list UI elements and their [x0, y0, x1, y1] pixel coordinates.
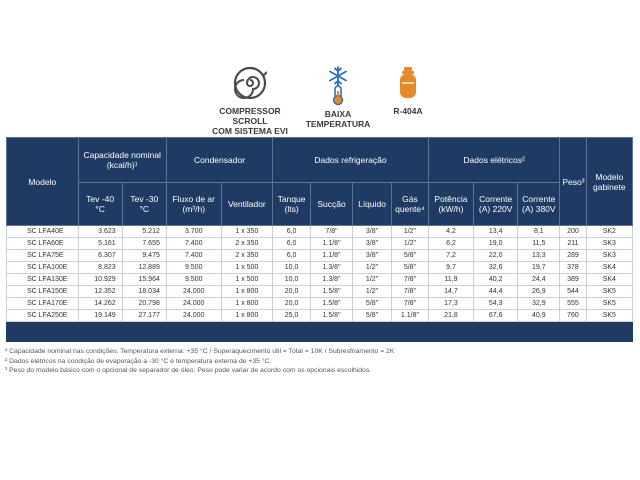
header-corrente380: Corrente (A) 380V [518, 183, 560, 226]
cell-corrente380: 24,4 [518, 274, 560, 286]
cell-gabinete: SK5 [586, 310, 632, 322]
cell-gabinete: SK5 [586, 298, 632, 310]
cell-gas: 5/8" [392, 250, 429, 262]
header-condensador: Condensador [166, 138, 272, 183]
cell-tev40: 3.623 [78, 226, 122, 238]
cell-fluxo: 7.400 [166, 238, 221, 250]
header-eletricos: Dados elétricos² [428, 138, 559, 183]
feature-scroll-compressor [202, 66, 298, 136]
cell-tev40: 10.929 [78, 274, 122, 286]
header-liquido: Líquido [353, 183, 392, 226]
cell-peso: 555 [560, 298, 586, 310]
cell-potencia: 21,8 [428, 310, 473, 322]
cell-peso: 211 [560, 238, 586, 250]
cell-ventilador: 2 x 350 [221, 250, 273, 262]
cell-succao: 1.3/8" [311, 262, 353, 274]
footnote-1: ¹ Capacidade nominal nas condições: Temperatura externa: +35 °C / Superaquecimento útil = Total = 10K / Subresfriamento = 2K [5, 348, 395, 355]
cell-liquido: 1/2" [353, 274, 392, 286]
cell-gabinete: SK3 [586, 250, 632, 262]
cell-peso: 389 [560, 274, 586, 286]
cell-fluxo: 24.000 [166, 298, 221, 310]
cell-succao: 1.1/8" [311, 238, 353, 250]
cell-corrente220: 13,4 [474, 226, 518, 238]
header-corrente220: Corrente (A) 220V [474, 183, 518, 226]
specifications-table [6, 137, 633, 322]
header-succao: Sucção [311, 183, 353, 226]
cell-corrente220: 54,3 [474, 298, 518, 310]
feature-scroll-line2: COM SISTEMA EVI [212, 126, 288, 136]
cell-model: SC LFA40E [7, 226, 79, 238]
cell-tev30: 20.798 [122, 298, 166, 310]
header-potencia: Potência (kW/h) [428, 183, 473, 226]
cell-fluxo: 9.500 [166, 274, 221, 286]
cell-gas: 5/8" [392, 262, 429, 274]
header-ventilador: Ventilador [221, 183, 273, 226]
cell-model: SC LFA60E [7, 238, 79, 250]
cell-tanque: 25,0 [273, 310, 311, 322]
cell-gas: 1/2" [392, 226, 429, 238]
cell-gas: 1/2" [392, 238, 429, 250]
cell-gas: 7/8" [392, 286, 429, 298]
cell-potencia: 14,7 [428, 286, 473, 298]
cell-potencia: 7,2 [428, 250, 473, 262]
cell-gabinete: SK4 [586, 274, 632, 286]
header-gabinete: Modelo gabinete [586, 138, 632, 226]
cell-gas: 7/8" [392, 274, 429, 286]
cell-succao: 1.5/8" [311, 286, 353, 298]
cell-liquido: 5/8" [353, 298, 392, 310]
cell-fluxo: 24.000 [166, 286, 221, 298]
table-body [7, 226, 633, 322]
cell-fluxo: 24.000 [166, 310, 221, 322]
cell-liquido: 5/8" [353, 310, 392, 322]
table-row [7, 274, 633, 286]
cell-potencia: 4,2 [428, 226, 473, 238]
cell-fluxo: 9.500 [166, 262, 221, 274]
feature-gas-label: R-404A [393, 106, 423, 116]
cell-gas: 7/8" [392, 298, 429, 310]
cell-ventilador: 1 x 800 [221, 310, 273, 322]
cell-succao: 7/8" [311, 226, 353, 238]
cell-model: SC LFA170E [7, 298, 79, 310]
table-row [7, 250, 633, 262]
cell-peso: 544 [560, 286, 586, 298]
header-fluxo: Fluxo de ar (m³/h) [166, 183, 221, 226]
cell-corrente220: 44,4 [474, 286, 518, 298]
cell-liquido: 1/2" [353, 262, 392, 274]
header-refrigeracao: Dados refrigeração [273, 138, 429, 183]
feature-temp-line1: BAIXA [324, 109, 352, 119]
header-tev40: Tev -40 °C [78, 183, 122, 226]
cell-corrente220: 19,0 [474, 238, 518, 250]
cell-succao: 1.5/8" [311, 310, 353, 322]
cell-tev30: 7.655 [122, 238, 166, 250]
cell-tanque: 6,0 [273, 238, 311, 250]
cell-corrente380: 32,9 [518, 298, 560, 310]
cell-tev30: 27.177 [122, 310, 166, 322]
cell-corrente380: 11,5 [518, 238, 560, 250]
table-row [7, 286, 633, 298]
table-row [7, 238, 633, 250]
footnote-2: ² Dados elétricos na condição de evaporação a -30 °C e temperatura externa de +35 °C. [5, 357, 272, 365]
cell-peso: 289 [560, 250, 586, 262]
cell-gabinete: SK5 [586, 286, 632, 298]
cell-succao: 1.1/8" [311, 250, 353, 262]
cell-peso: 378 [560, 262, 586, 274]
cell-model: SC LFA150E [7, 286, 79, 298]
cell-tanque: 20,0 [273, 298, 311, 310]
cell-corrente380: 19,7 [518, 262, 560, 274]
cell-tev30: 5.212 [122, 226, 166, 238]
table-row [7, 226, 633, 238]
header-capacidade: Capacidade nominal (kcal/h)¹ [78, 138, 166, 183]
footnote-3: ³ Peso do modelo básico com o opcional de separador de óleo. Peso pode variar de acordo com os opcionais escolhidos. [5, 367, 372, 374]
cell-tev30: 15.964 [122, 274, 166, 286]
cell-ventilador: 1 x 500 [221, 262, 273, 274]
cell-model: SC LFA250E [7, 310, 79, 322]
cell-liquido: 1/2" [353, 286, 392, 298]
scroll-compressor-icon [233, 66, 267, 100]
cell-tev40: 5.161 [78, 238, 122, 250]
cell-corrente220: 67,6 [474, 310, 518, 322]
header-tev30: Tev -30 °C [122, 183, 166, 226]
cell-tev30: 18.034 [122, 286, 166, 298]
cell-tanque: 6,0 [273, 226, 311, 238]
footnotes [5, 347, 625, 376]
cell-liquido: 3/8" [353, 250, 392, 262]
cell-fluxo: 7.400 [166, 250, 221, 262]
cell-fluxo: 3.700 [166, 226, 221, 238]
feature-low-temperature [302, 66, 374, 129]
cell-tev40: 12.352 [78, 286, 122, 298]
feature-refrigerant [384, 66, 432, 116]
cell-corrente220: 40,2 [474, 274, 518, 286]
cell-ventilador: 1 x 800 [221, 298, 273, 310]
gas-cylinder-icon [398, 66, 418, 100]
cell-tanque: 6,0 [273, 250, 311, 262]
cell-corrente220: 22,0 [474, 250, 518, 262]
table-row [7, 298, 633, 310]
cell-gabinete: SK3 [586, 238, 632, 250]
cell-ventilador: 1 x 500 [221, 274, 273, 286]
snowflake-thermometer-icon [325, 66, 351, 106]
cell-tanque: 10,0 [273, 262, 311, 274]
header-modelo: Modelo [7, 138, 79, 226]
feature-scroll-line1: COMPRESSOR SCROLL [219, 106, 281, 126]
feature-temp-line2: TEMPERATURA [305, 119, 371, 129]
cell-tanque: 20,0 [273, 286, 311, 298]
cell-succao: 1.5/8" [311, 298, 353, 310]
cell-corrente220: 32,6 [474, 262, 518, 274]
cell-potencia: 9,7 [428, 262, 473, 274]
table-row [7, 310, 633, 322]
cell-gabinete: SK2 [586, 226, 632, 238]
cell-tev40: 6.307 [78, 250, 122, 262]
cell-tev40: 19.149 [78, 310, 122, 322]
cell-tev30: 12.889 [122, 262, 166, 274]
cell-potencia: 17,3 [428, 298, 473, 310]
cell-ventilador: 1 x 800 [221, 286, 273, 298]
cell-peso: 760 [560, 310, 586, 322]
header-gas: Gás quente⁴ [392, 183, 429, 226]
cell-potencia: 6,2 [428, 238, 473, 250]
cell-tev40: 8.823 [78, 262, 122, 274]
table-row [7, 262, 633, 274]
cell-corrente380: 13,3 [518, 250, 560, 262]
cell-succao: 1.3/8" [311, 274, 353, 286]
header-tanque: Tanque (lts) [273, 183, 311, 226]
cell-model: SC LFA75E [7, 250, 79, 262]
cell-ventilador: 1 x 350 [221, 226, 273, 238]
cell-gabinete: SK4 [586, 262, 632, 274]
cell-peso: 200 [560, 226, 586, 238]
cell-model: SC LFA100E [7, 262, 79, 274]
cell-model: SC LFA130E [7, 274, 79, 286]
cell-potencia: 11,9 [428, 274, 473, 286]
cell-tev30: 9.475 [122, 250, 166, 262]
cell-corrente380: 26,9 [518, 286, 560, 298]
header-peso: Peso³ [560, 138, 586, 226]
cell-corrente380: 40,9 [518, 310, 560, 322]
cell-tev40: 14.262 [78, 298, 122, 310]
cell-liquido: 3/8" [353, 238, 392, 250]
cell-tanque: 10,0 [273, 274, 311, 286]
cell-liquido: 3/8" [353, 226, 392, 238]
cell-corrente380: 8,1 [518, 226, 560, 238]
cell-gas: 1.1/8" [392, 310, 429, 322]
cell-ventilador: 2 x 350 [221, 238, 273, 250]
